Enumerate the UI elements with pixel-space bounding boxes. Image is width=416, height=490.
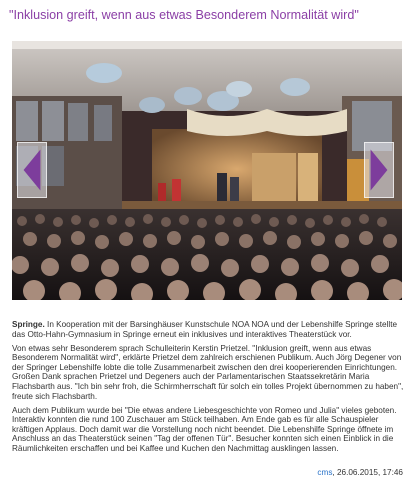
article-paragraph: Auch dem Publikum wurde bei "Die etwas andere Liebesgeschichte von Romeo und Julia" vieles geboten. Interaktiv konnten die rund 100 Zuschauer am Stück teilhaben. Am Ende gab es für alle Schauspieler kräftigen Applaus. Doch damit war die Vorstellung noch nicht beendet. Die Lebenshilfe Springe öffnete im Anschluss an das Theaterstück seinen "Tag der offenen Tür". Besucher konnten sich einen Einblick in die Räumlichkeiten erschaffen und bei Kaffee und Kuchen den Nachmittag ausklingen lassen. <box>12 405 397 453</box>
article-paragraph: Von etwas sehr Besonderem sprach Schulleiterin Kerstin Prietzel. "Inklusion greift, wenn aus etwas Besonderem Normalität wird", erklärte Prietzel dem zahlreich erschienen Publikum. Auch Jörg Degener von der Springer Lebenshilfe lobte die tolle Zusammenarbeit zwischen den drei kooperierenden Einrichtungen. Großen Dank sprachen Prietzel und Degeners auch der Parlamentarischen Staatssekretärin Maria Flachsbarth aus. "Ich bin sehr froh, die Schirmherrschaft für solch ein tolles Projekt übernommen zu haben", freute sich Flachsbarth. <box>12 343 404 401</box>
article-lead <box>12 320 404 339</box>
article-date: , 26.06.2015, 17:46 <box>332 468 403 477</box>
article-headline: "Inklusion greift, wenn aus etwas Besonderem Normalität wird" <box>9 8 359 22</box>
article-paragraph: In Kooperation mit der Barsinghäuser Kunstschule NOA NOA und der Lebenshilfe Springe stellte das Otto-Hahn-Gymnasium in Springe erneut ein inklusives und interaktives Theaterstück vor. <box>12 320 398 339</box>
chevron-right-icon <box>365 143 393 197</box>
author-link[interactable]: cms <box>317 468 333 477</box>
chevron-left-icon <box>18 143 46 197</box>
theater-photo <box>12 41 402 300</box>
photo-slider[interactable] <box>12 41 402 300</box>
article-location: Springe. <box>12 320 45 329</box>
article-meta <box>317 468 403 478</box>
article-body <box>12 320 404 458</box>
slider-prev-button[interactable] <box>17 142 47 198</box>
slider-next-button[interactable] <box>364 142 394 198</box>
